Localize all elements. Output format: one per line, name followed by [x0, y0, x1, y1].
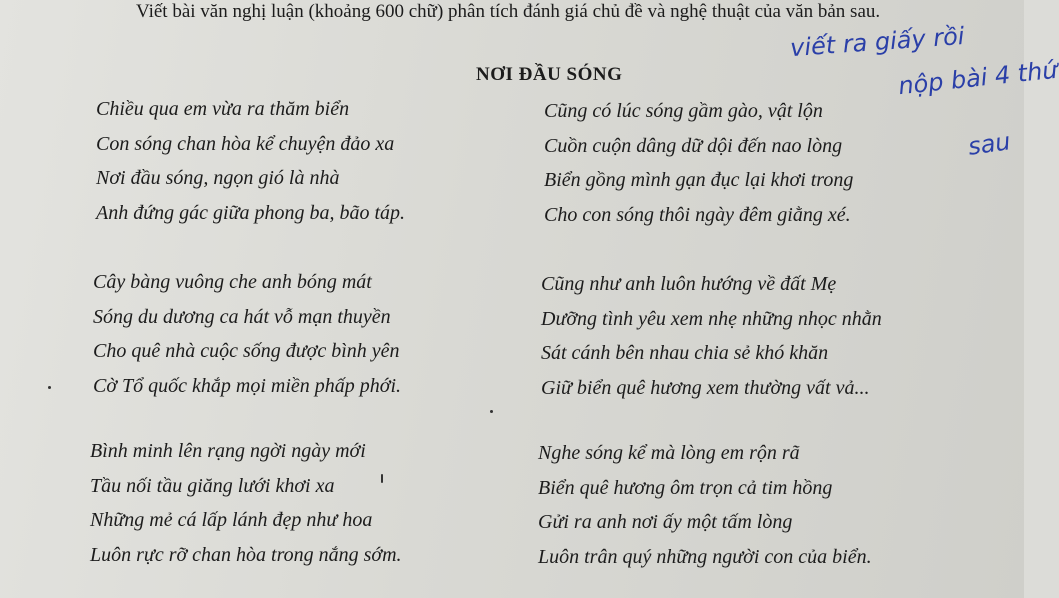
poem-line: Sát cánh bên nhau chia sẻ khó khăn — [541, 342, 829, 364]
handwritten-note: sau — [966, 127, 1013, 161]
ink-speck — [48, 386, 51, 389]
ink-speck — [490, 410, 493, 413]
poem-line: Cho quê nhà cuộc sống được bình yên — [93, 340, 400, 362]
poem-line: Luôn trân quý những người con của biển. — [538, 545, 872, 568]
poem-line: Chiều qua em vừa ra thăm biển — [96, 98, 350, 120]
handwritten-note: viết ra giấy rồi — [789, 21, 966, 63]
poem-line: Cho con sóng thôi ngày đêm giằng xé. — [544, 203, 851, 226]
poem-line: Cây bàng vuông che anh bóng mát — [93, 271, 372, 293]
poem-line: Nơi đầu sóng, ngọn gió là nhà — [96, 167, 340, 189]
poem-line: Những mẻ cá lấp lánh đẹp như hoa — [90, 509, 373, 531]
ink-speck — [381, 474, 383, 483]
poem-line: Bình minh lên rạng ngời ngày mới — [90, 440, 366, 462]
poem-line: Cũng như anh luôn hướng về đất Mẹ — [541, 273, 837, 295]
poem-line: Sóng du dương ca hát vỗ mạn thuyền — [93, 305, 391, 328]
handwritten-note: nộp bài 4 thứ — [896, 55, 1059, 101]
stanza-4 — [541, 267, 882, 405]
poem-line: Giữ biển quê hương xem thường vất vả... — [541, 376, 870, 399]
stanza-5 — [90, 434, 402, 572]
stanza-6 — [538, 436, 872, 574]
poem-line: Tầu nối tầu giăng lưới khơi xa — [90, 474, 335, 497]
poem-title: NƠI ĐẦU SÓNG — [476, 64, 623, 85]
stanza-2 — [544, 94, 853, 232]
poem-line: Con sóng chan hòa kể chuyện đảo xa — [96, 132, 395, 155]
poem-line: Cuồn cuộn dâng dữ dội đến nao lòng — [544, 134, 843, 157]
poem-line: Biển quê hương ôm trọn cả tim hồng — [538, 476, 833, 499]
poem-line: Dưỡng tình yêu xem nhẹ những nhọc nhằn — [541, 307, 882, 330]
poem-line: Anh đứng gác giữa phong ba, bão táp. — [96, 201, 406, 224]
poem-line: Biển gồng mình gạn đục lại khơi trong — [544, 169, 854, 191]
poem-line: Nghe sóng kể mà lòng em rộn rã — [538, 442, 800, 464]
poem-line: Gửi ra anh nơi ấy một tấm lòng — [538, 511, 793, 533]
poem-line: Luôn rực rỡ chan hòa trong nắng sớm. — [90, 543, 402, 566]
poem-line: Cờ Tổ quốc khắp mọi miền phấp phới. — [93, 374, 401, 397]
assignment-instruction: Viết bài văn nghị luận (khoảng 600 chữ) phân tích đánh giá chủ đề và nghệ thuật của văn bản sau. — [136, 1, 881, 22]
poem-line: Cũng có lúc sóng gầm gào, vật lộn — [544, 100, 823, 122]
stanza-3 — [93, 265, 401, 403]
stanza-1 — [96, 92, 405, 230]
